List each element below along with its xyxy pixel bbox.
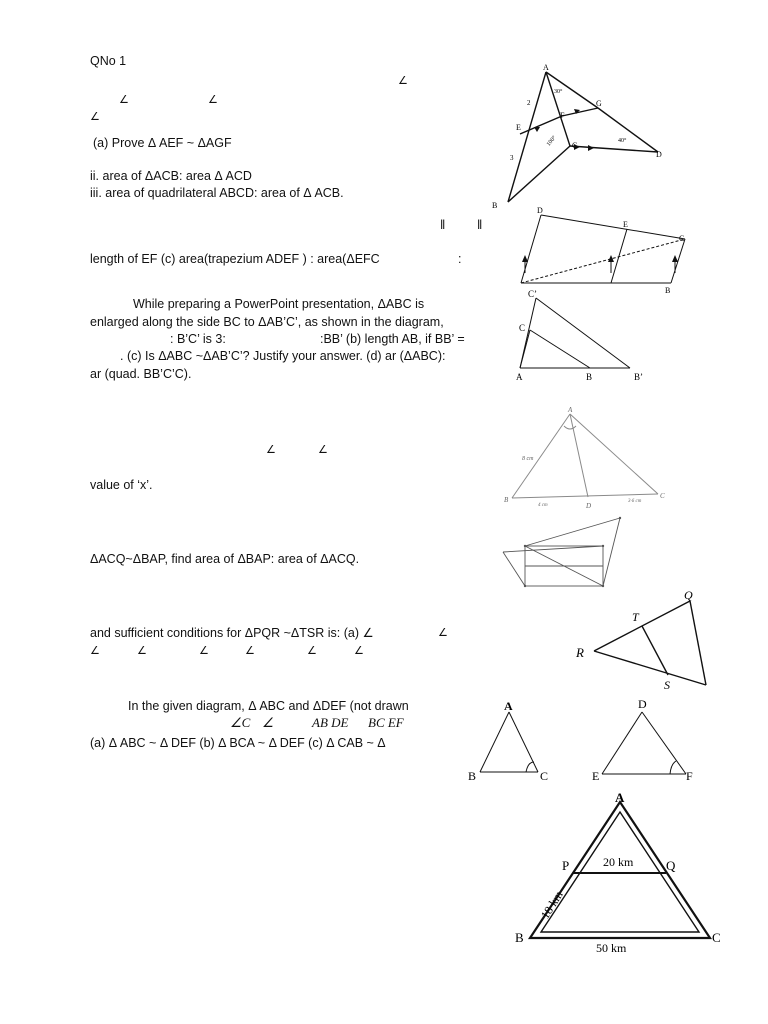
fig8-length-pq: 20 km	[603, 855, 634, 869]
fig1-label-g: G	[596, 99, 602, 108]
fig1-angle-100: 100°	[545, 135, 558, 148]
q2-part-ii: ii. area of ΔACB: area Δ ACD	[90, 169, 252, 183]
fig2-label-d: D	[537, 206, 543, 215]
q4-line-5: ar (quad. BB’C’C).	[90, 367, 192, 381]
q4-line-4: . (c) Is ΔABC ~ΔAB’C’? Justify your answer. (d) ar (ΔABC):	[120, 349, 446, 363]
fig4-side-bd: 4 cm	[538, 503, 548, 508]
fig1-label-3: 3	[510, 154, 514, 162]
q8-ratio-ab-de: AB DE	[312, 715, 349, 730]
angle-symbol: ∠	[266, 444, 276, 456]
angle-symbol: ∠	[137, 645, 147, 657]
q8-line-1: In the given diagram, Δ ABC and ΔDEF (not drawn	[128, 699, 409, 713]
parallel-symbol: ǁ	[477, 217, 483, 232]
fig4-label-a: A	[568, 406, 573, 414]
fig1-angle-30: 30°	[554, 89, 563, 95]
fig3-label-b: B	[586, 372, 593, 382]
fig1-label-a: A	[543, 63, 549, 72]
q8-line-3: (a) Δ ABC ~ Δ DEF (b) Δ BCA ~ Δ DEF (c) Δ CAB ~ Δ	[90, 736, 386, 750]
fig1-label-e: E	[516, 123, 521, 132]
angle-symbol: ∠	[354, 645, 364, 657]
q4-line-1: While preparing a PowerPoint presentation, ΔABC is	[133, 297, 425, 311]
question-number: QNo 1	[90, 54, 127, 68]
angle-symbol: ∠	[307, 645, 317, 657]
fig7-label-b: B	[468, 769, 477, 783]
q8-angle-c: ∠C	[230, 715, 251, 730]
fig8-label-a: A	[615, 790, 625, 805]
angle-symbol: ∠	[119, 94, 129, 106]
q3-text: length of EF (c) area(trapezium ADEF ) : area(ΔEFC	[90, 252, 380, 266]
fig7-label-e: E	[592, 769, 600, 783]
fig8-label-p: P	[562, 858, 570, 873]
fig1-label-f: F	[560, 111, 565, 120]
fig4-side-dc: 3·6 cm	[628, 499, 642, 504]
figure-6-pqr-tsr	[572, 585, 722, 695]
figure-3-enlarged-triangle	[512, 288, 652, 384]
q4-line-3a: : B’C’ is 3:	[170, 332, 226, 346]
fig7-label-d: D	[638, 697, 647, 711]
fig4-side-ab: 8 cm	[522, 456, 534, 462]
angle-symbol: ∠	[245, 645, 255, 657]
fig4-label-b: B	[504, 496, 509, 504]
angle-symbol: ∠	[90, 111, 100, 123]
fig1-label-2: 2	[527, 99, 531, 107]
q6-text: ΔACQ~ΔBAP, find area of ΔBAP: area of ΔACQ.	[90, 552, 360, 566]
fig8-length-bp: 18 km	[537, 888, 566, 922]
q8-angle: ∠	[262, 715, 274, 730]
figure-7-abc-def	[462, 698, 702, 790]
fig3-label-c: C	[519, 323, 526, 333]
q3-colon: :	[458, 252, 462, 266]
q7-text: and sufficient conditions for ΔPQR ~ΔTSR is: (a) ∠	[90, 626, 374, 640]
fig8-label-b: B	[515, 930, 524, 945]
fig1-angle-40: 40°	[618, 138, 627, 144]
q5-text: value of ‘x’.	[90, 478, 153, 492]
q2-part-iii: iii. area of quadrilateral ABCD: area of Δ ACB.	[90, 186, 344, 200]
angle-symbol: ∠	[398, 75, 408, 87]
fig2-label-b: B	[665, 286, 671, 295]
fig6-label-s: S	[664, 678, 670, 692]
fig6-label-q: Q	[684, 588, 693, 602]
q1-part-a: (a) Prove Δ AEF ~ ΔAGF	[93, 136, 232, 150]
parallel-symbol: ǁ	[440, 217, 446, 232]
fig1-label-d: D	[656, 150, 662, 159]
fig7-label-f: F	[686, 769, 693, 783]
fig2-label-c: C	[679, 234, 685, 243]
fig6-label-r: R	[576, 645, 584, 660]
figure-8-large-triangle	[510, 790, 740, 960]
q8-ratio-bc-ef: BC EF	[368, 715, 404, 730]
fig8-label-q: Q	[666, 858, 676, 873]
fig3-label-c-prime: C’	[528, 289, 537, 299]
angle-symbol: ∠	[438, 627, 448, 639]
fig1-label-c: C	[572, 141, 578, 150]
q4-line-3b: :BB’ (b) length AB, if BB’ =	[320, 332, 465, 346]
q4-line-2: enlarged along the side BC to ΔAB’C’, as shown in the diagram,	[90, 315, 444, 329]
fig4-label-c: C	[660, 492, 665, 500]
figure-5-rectangle-diagram	[495, 512, 630, 594]
angle-symbol: ∠	[318, 444, 328, 456]
angle-symbol: ∠	[90, 645, 100, 657]
figure-2-trapezium	[515, 205, 695, 295]
angle-symbol: ∠	[208, 94, 218, 106]
fig3-label-b-prime: B’	[634, 372, 643, 382]
fig6-label-t: T	[632, 610, 639, 624]
figure-4-triangle	[500, 402, 675, 512]
angle-symbol: ∠	[199, 645, 209, 657]
fig7-label-c: C	[540, 769, 549, 783]
fig7-label-a: A	[504, 699, 513, 713]
fig8-label-c: C	[712, 930, 721, 945]
fig4-label-d: D	[586, 502, 592, 510]
fig8-length-bc: 50 km	[596, 941, 627, 955]
fig2-label-e: E	[623, 220, 628, 229]
fig1-label-b: B	[492, 201, 498, 210]
fig3-label-a: A	[516, 372, 523, 382]
figure-1-triangles	[480, 60, 680, 210]
